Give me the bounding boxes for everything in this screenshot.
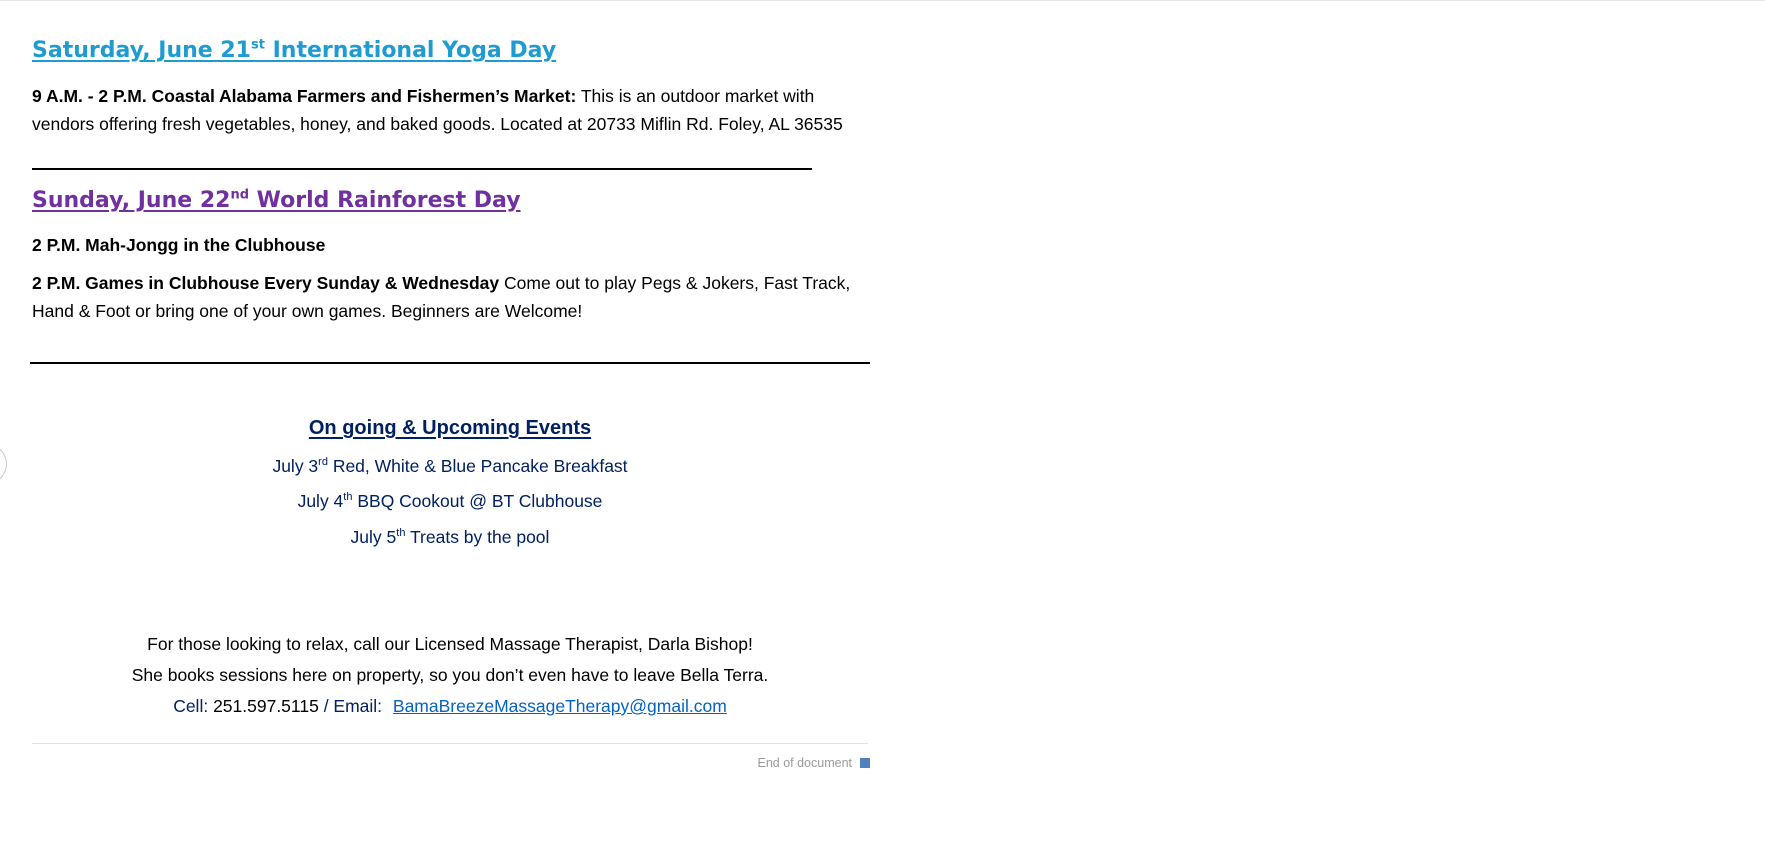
massage-details: She books sessions here on property, so you don’t even have to leave Bella Terra. <box>131 665 769 685</box>
sunday-heading: Sunday, June 22nd World Rainforest Day <box>32 187 521 213</box>
massage-contact: Cell: 251.597.5115 / Email: BamaBreezeMassageTherapy@gmail.com <box>173 696 727 716</box>
end-of-document-label: End of document <box>757 756 852 770</box>
end-separator <box>32 743 868 744</box>
games-time: 2 P.M. Games in Clubhouse Every Sunday & Wednesday <box>32 273 500 293</box>
games-description: Come out to play Pegs & Jokers, Fast Track, Hand & Foot or bring one of your own games. Beginners are Welcome! <box>32 273 851 321</box>
event-item: July 5th Treats by the pool <box>350 527 550 547</box>
farmers-market-time: 9 A.M. - 2 P.M. Coastal Alabama Farmers and Fishermen’s Market: <box>32 86 577 106</box>
event-item: July 4th BBQ Cookout @ BT Clubhouse <box>297 491 603 511</box>
section-divider <box>32 168 812 170</box>
end-of-document <box>757 756 870 770</box>
games-paragraph <box>32 269 872 325</box>
farmers-market-description: This is an outdoor market with vendors offering fresh vegetables, honey, and baked goods. Located at 20733 Miflin Rd. Foley, AL 36535 <box>32 86 843 134</box>
phone-number: 251.597.5115 <box>213 696 319 716</box>
top-border <box>0 0 1765 1</box>
mahjongg-paragraph: 2 P.M. Mah-Jongg in the Clubhouse <box>32 235 326 255</box>
event-item: July 3rd Red, White & Blue Pancake Breakfast <box>272 456 628 476</box>
email-link[interactable]: BamaBreezeMassageTherapy@gmail.com <box>392 696 727 716</box>
panel-collapse-handle[interactable] <box>0 444 7 484</box>
events-title: On going & Upcoming Events <box>308 417 592 439</box>
end-marker-icon <box>860 758 870 768</box>
massage-intro: For those looking to relax, call our Licensed Massage Therapist, Darla Bishop! <box>147 634 753 654</box>
saturday-heading: Saturday, June 21st International Yoga Day <box>32 37 557 63</box>
farmers-market-paragraph <box>32 82 872 138</box>
section-divider <box>30 362 870 364</box>
